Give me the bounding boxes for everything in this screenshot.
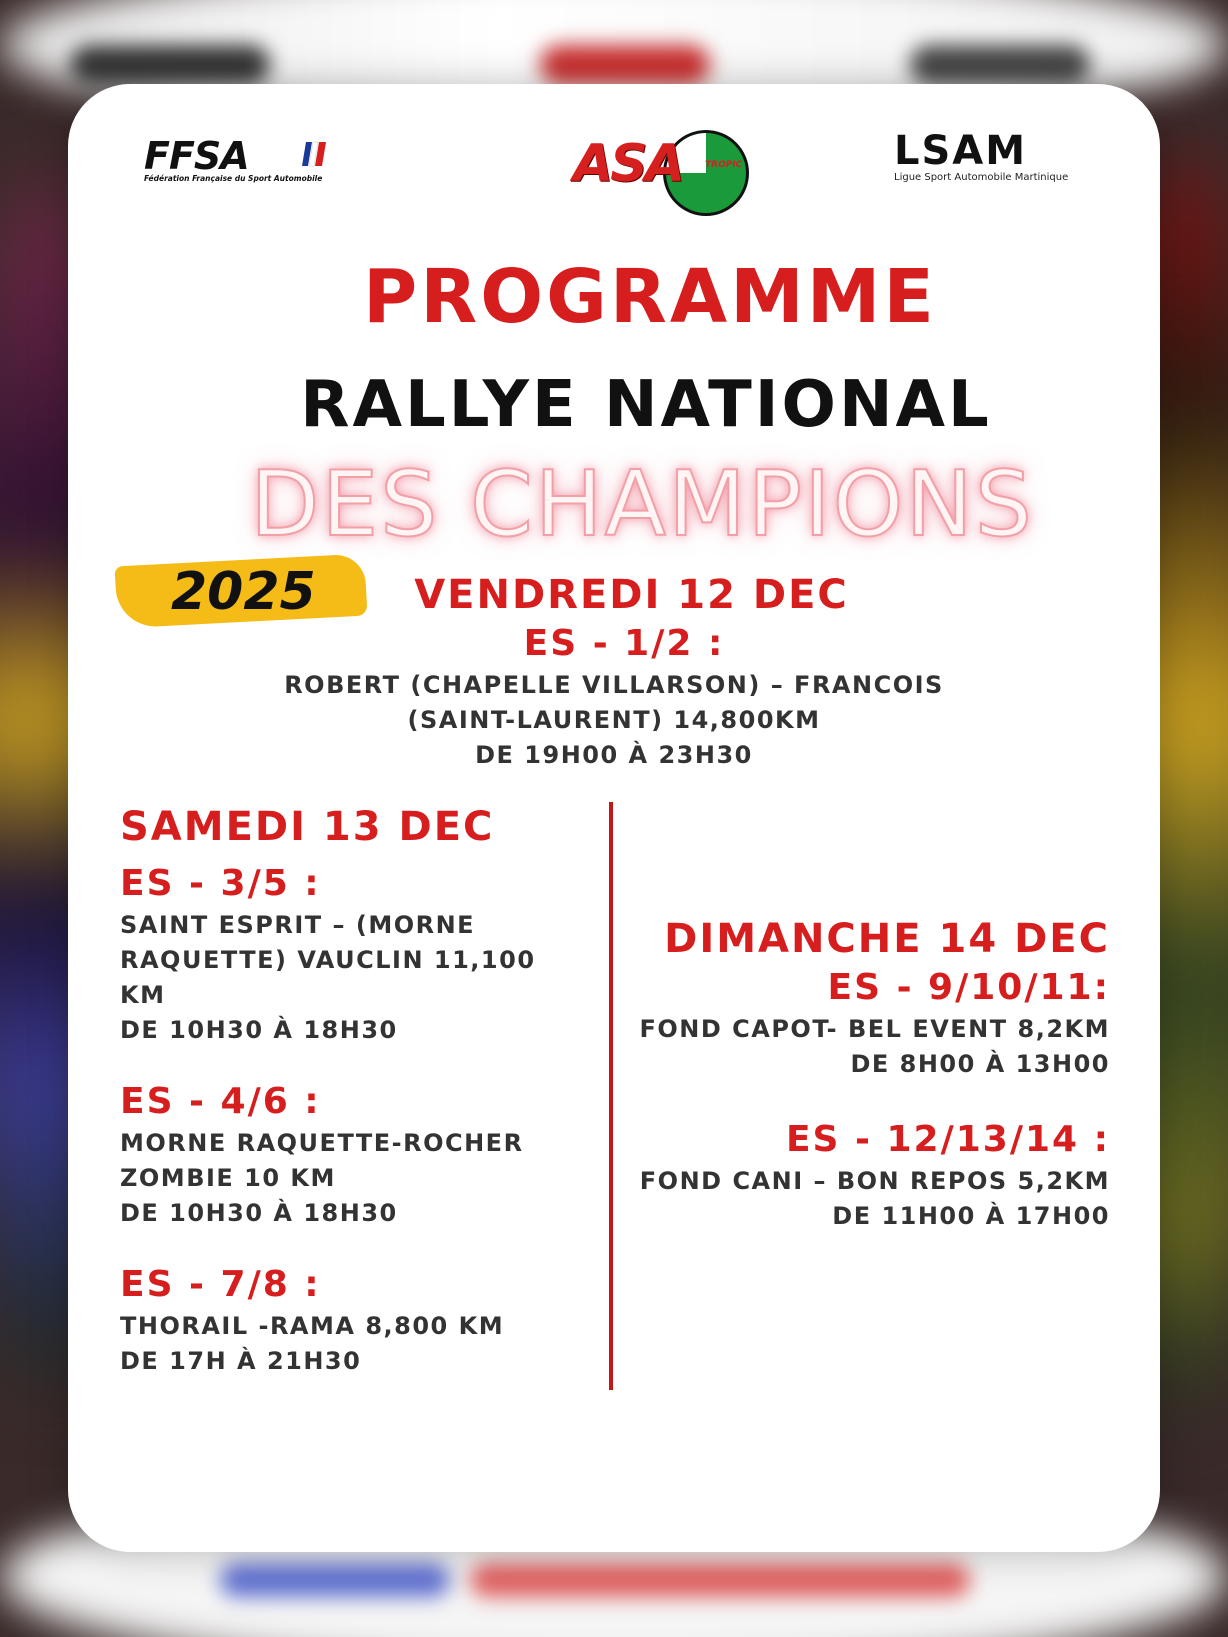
sunday-section — [630, 914, 1110, 1234]
stage-label: ES - 3/5 : — [120, 863, 321, 904]
stage-label: ES - 7/8 : — [120, 1264, 321, 1305]
stage-time: DE 10H30 À 18H30 — [120, 1016, 398, 1044]
stage-time: DE 11H00 À 17H00 — [832, 1202, 1110, 1230]
stage-route: THORAIL -RAMA 8,800 KM — [120, 1312, 505, 1340]
stage-route: (SAINT-LAURENT) 14,800KM — [407, 706, 821, 734]
stage-time: DE 10H30 À 18H30 — [120, 1199, 398, 1227]
asa-tropic-logo — [573, 124, 743, 224]
stage-label: ES - 4/6 : — [120, 1081, 321, 1122]
year-text: 2025 — [171, 562, 316, 622]
asa-logo-tag: TROPIC — [705, 160, 743, 170]
stage-time: DE 17H À 21H30 — [120, 1347, 362, 1375]
lsam-logo — [894, 130, 1084, 190]
stage-time: DE 8H00 À 13H00 — [850, 1050, 1110, 1078]
stage-route: ROBERT (CHAPELLE VILLARSON) – FRANCOIS — [284, 671, 944, 699]
stage-time: DE 19H00 À 23H30 — [475, 741, 753, 769]
day-heading: SAMEDI 13 DEC — [120, 804, 495, 850]
stage-route: SAINT ESPRIT – (MORNE — [120, 911, 476, 939]
ffsa-logo — [144, 136, 329, 184]
des-champions-title: DES CHAMPIONS — [250, 452, 1034, 557]
stage-label: ES - 12/13/14 : — [785, 1119, 1110, 1160]
french-flag-icon — [302, 140, 326, 168]
stage-route: ZOMBIE 10 KM — [120, 1164, 336, 1192]
rallye-national-title: RALLYE NATIONAL — [300, 368, 992, 442]
stage-route: FOND CANI – BON REPOS 5,2KM — [639, 1167, 1110, 1195]
ffsa-logo-text: FFSA — [144, 134, 249, 178]
stage-label: ES - 1/2 : — [523, 623, 725, 664]
saturday-section — [120, 802, 590, 1379]
lsam-logo-text: LSAM — [894, 128, 1028, 174]
asa-logo-text: ASA — [573, 134, 682, 194]
day-heading: DIMANCHE 14 DEC — [664, 916, 1110, 962]
stage-route: MORNE RAQUETTE-ROCHER — [120, 1129, 524, 1157]
stage-route: RAQUETTE) VAUCLIN 11,100 KM — [120, 946, 536, 1009]
column-divider — [609, 802, 613, 1390]
programme-card — [68, 84, 1160, 1552]
ffsa-logo-subtitle: Fédération Française du Sport Automobile — [144, 174, 323, 183]
stage-route: FOND CAPOT- BEL EVENT 8,2KM — [639, 1015, 1110, 1043]
day-heading: VENDREDI 12 DEC — [414, 572, 849, 618]
stage-label: ES - 9/10/11: — [827, 967, 1110, 1008]
programme-title: PROGRAMME — [363, 254, 937, 340]
lsam-logo-subtitle: Ligue Sport Automobile Martinique — [894, 172, 1069, 183]
friday-section — [68, 570, 1160, 773]
